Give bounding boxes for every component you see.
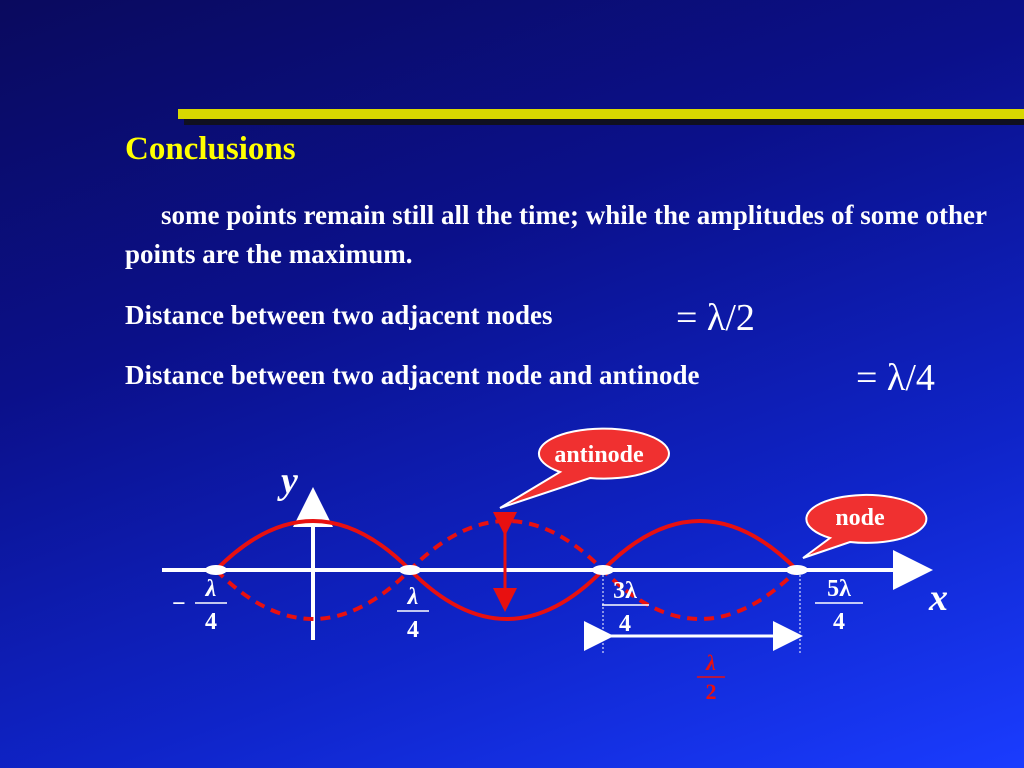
tick-denominator: 4 xyxy=(619,611,631,637)
y-axis-label: y xyxy=(281,460,298,502)
callout-node-label: node xyxy=(835,505,885,531)
x-axis-label: x xyxy=(929,577,948,619)
callout-antinode-label: antinode xyxy=(554,442,644,468)
node-marker xyxy=(592,565,614,575)
slide-title: Conclusions xyxy=(125,131,296,167)
tick-denominator: 4 xyxy=(205,609,217,635)
tick-numerator: λ xyxy=(407,584,419,610)
half-wavelength-label xyxy=(697,650,725,704)
tick-label-quarter xyxy=(397,584,429,643)
conclusion-text: some points remain still all the time; while the amplitudes of some other points are the maximum. xyxy=(125,200,987,269)
tick-denominator: 4 xyxy=(833,609,845,635)
tick-label-five-quarter xyxy=(815,576,863,635)
tick-numerator: λ xyxy=(205,576,217,602)
equation-half-wavelength: = λ/2 xyxy=(676,297,755,339)
tick-numerator: 5λ xyxy=(827,576,851,602)
equation-quarter-wavelength: = λ/4 xyxy=(856,357,935,399)
tick-sign: − xyxy=(172,591,186,617)
node-marker xyxy=(205,565,227,575)
node-marker xyxy=(399,565,421,575)
tick-label-neg-quarter xyxy=(172,576,227,635)
half-wavelength-denominator: 2 xyxy=(705,679,717,704)
node-marker xyxy=(786,565,808,575)
half-wavelength-numerator: λ xyxy=(706,650,716,675)
statement-node-antinode: Distance between two adjacent node and antinode xyxy=(125,360,700,390)
tick-numerator: 3λ xyxy=(613,578,637,604)
tick-label-three-quarter xyxy=(602,578,649,637)
tick-denominator: 4 xyxy=(407,617,419,643)
statement-nodes: Distance between two adjacent nodes xyxy=(125,300,553,330)
